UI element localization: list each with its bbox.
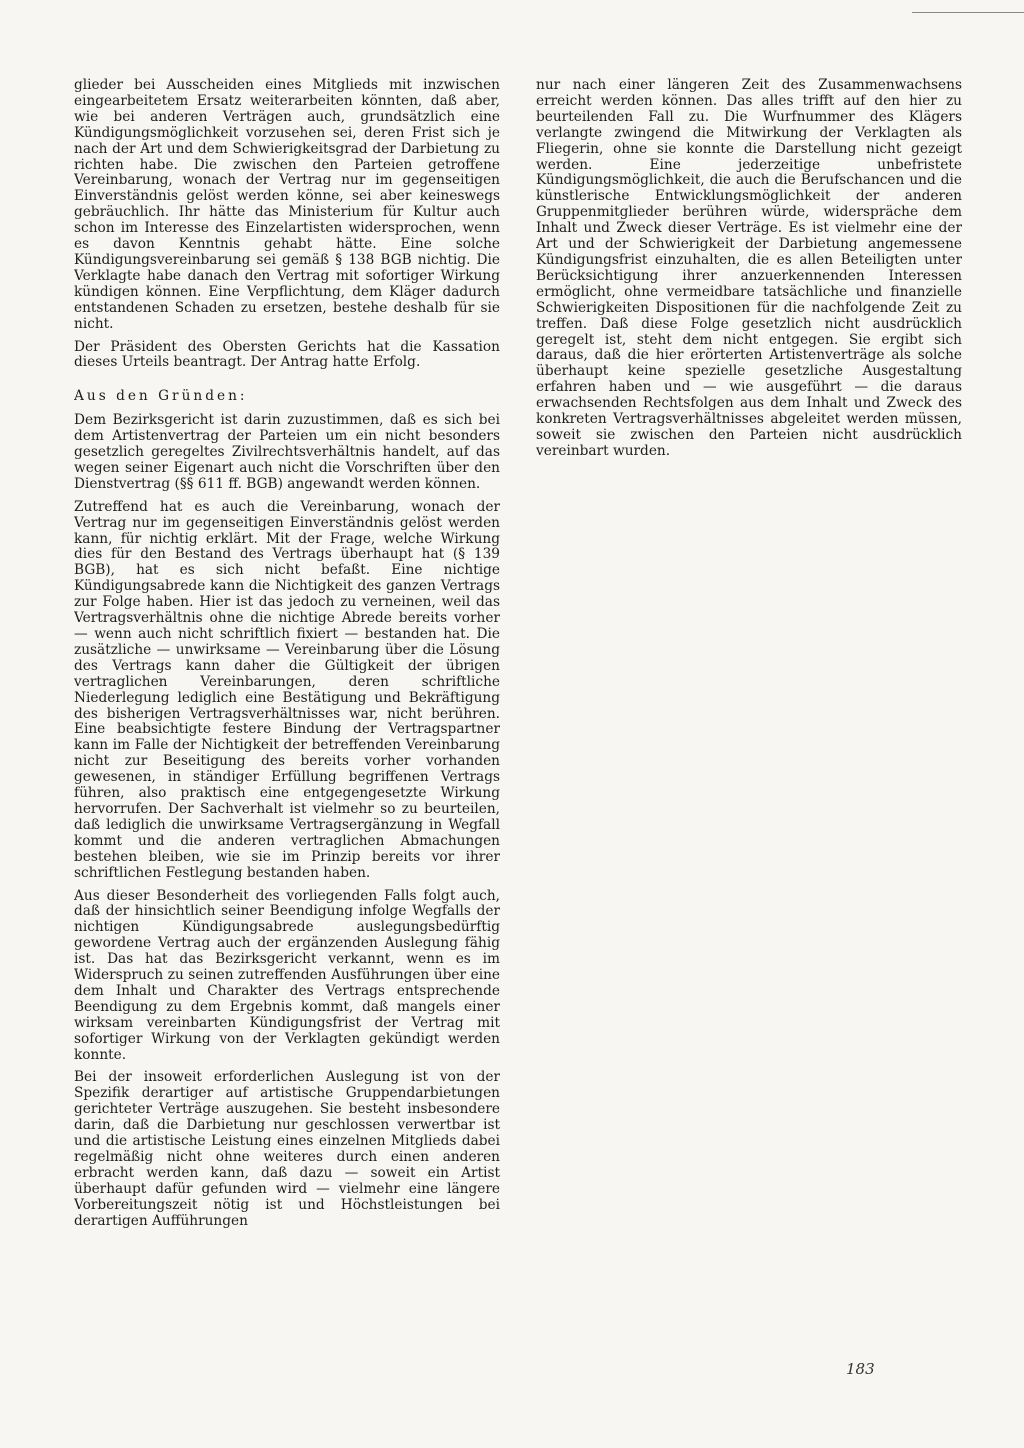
paragraph: Dem Bezirksgericht ist darin zuzustimmen, daß es sich bei dem Artistenvertrag der Parteien um ein nicht besonders gesetzlich geregeltes Zivilrechtsverhältnis handelt, auf das wegen seiner Eigenart auch nicht die Vorschriften über den Dienstvertrag (§§ 611 ff. BGB) angewandt werden können. (74, 412, 500, 492)
page-number: 183 (846, 1360, 875, 1378)
paragraph: Zutreffend hat es auch die Vereinbarung, wonach der Vertrag nur im gegenseitigen Einverständnis gelöst werden kann, für nichtig erklärt. Mit der Frage, welche Wirkung dies für den Bestand des Vertrags überhaupt hat (§ 139 BGB), hat es sich nicht befaßt. Eine nichtige Kündigungsabrede kann die Nichtigkeit des ganzen Vertrags zur Folge haben. Hier ist das jedoch zu verneinen, weil das Vertragsverhältnis ohne die nichtige Abrede bereits vorher — wenn auch nicht schriftlich fixiert — bestanden hat. Die zusätzliche — unwirksame — Vereinbarung über die Lösung des Vertrags kann daher die Gültigkeit der übrigen vertraglichen Vereinbarungen, deren schriftliche Niederlegung lediglich eine Bestätigung und Bekräftigung des bisherigen Vertragsverhältnisses war, nicht berühren. Eine beabsichtigte festere Bindung der Vertragspartner kann im Falle der Nichtigkeit der betreffenden Vereinbarung nicht zur Beseitigung des bereits vorher vorhanden gewesenen, in ständiger Erfüllung begriffenen Vertrags führen, also praktisch eine entgegengesetzte Wirkung hervorrufen. Der Sachverhalt ist vielmehr so zu beurteilen, daß lediglich die unwirksame Vertragsergänzung in Wegfall kommt und die anderen vertraglichen Abmachungen bestehen bleiben, wie sie im Prinzip bereits vor ihrer schriftlichen Festlegung bestanden haben. (74, 498, 500, 881)
paragraph: Aus dieser Besonderheit des vorliegenden Falls folgt auch, daß der hinsichtlich seiner Beendigung infolge Wegfalls der nichtigen Kündigungsabrede auslegungsbedürftig gewordene Vertrag auch der ergänzenden Auslegung fähig ist. Das hat das Bezirksgericht verkannt, wenn es im Widerspruch zu seinen zutreffenden Ausführungen über eine dem Inhalt und Charakter des Vertrags entsprechende Beendigung zu dem Ergebnis kommt, daß mangels einer wirksam vereinbarten Kündigungsfrist der Vertrag mit sofortiger Wirkung von der Verklagten gekündigt werden konnte. (74, 887, 500, 1063)
top-rule (912, 12, 1024, 13)
paragraph: glieder bei Ausscheiden eines Mitglieds mit inzwischen eingearbeitetem Ersatz weiterarbeiten könnten, daß aber, wie bei anderen Verträgen auch, grundsätzlich eine Kündigungsmöglichkeit vorzusehen sei, deren Frist sich je nach der Art und dem Schwierigkeitsgrad der Darbietung zu richten habe. Die zwischen den Parteien getroffene Vereinbarung, wonach der Vertrag nur im gegenseitigen Einverständnis gelöst werden könne, sei aber keineswegs gebräuchlich. Ihr hätte das Ministerium für Kultur auch schon im Interesse des Einzelartisten widersprochen, wenn es davon Kenntnis gehabt hätte. Eine solche Kündigungsvereinbarung sei gemäß § 138 BGB nichtig. Die Verklagte habe danach den Vertrag mit sofortiger Wirkung kündigen können. Eine Verpflichtung, dem Kläger dadurch entstandenen Schaden zu ersetzen, bestehe deshalb für sie nicht. (74, 78, 500, 332)
paragraph: Der Präsident des Obersten Gerichts hat die Kassation dieses Urteils beantragt. Der Antrag hatte Erfolg. (74, 338, 500, 371)
section-heading: Aus den Gründen: (74, 388, 248, 405)
right-column (536, 78, 962, 1408)
document-page (74, 78, 962, 1408)
left-column (74, 78, 500, 1408)
paragraph: nur nach einer längeren Zeit des Zusammenwachsens erreicht werden können. Das alles trifft auf den hier zu beurteilenden Fall zu. Die Wurfnummer des Klägers verlangte zwingend die Mitwirkung der Verklagten als Fliegerin, ohne sie konnte die Darstellung nicht gezeigt werden. Eine jederzeitige unbefristete Kündigungsmöglichkeit, die auch die Berufschancen und die künstlerische Entwicklungsmöglichkeit der anderen Gruppenmitglieder berühren würde, widerspräche dem Inhalt und Zweck dieser Verträge. Es ist vielmehr eine der Art und der Schwierigkeit der Darbietung angemessene Kündigungsfrist einzuhalten, die es allen Beteiligten unter Berücksichtigung ihrer anzuerkennenden Interessen ermöglicht, ohne vermeidbare tatsächliche und finanzielle Schwierigkeiten Dispositionen für die nachfolgende Zeit zu treffen. Daß diese Folge gesetzlich nicht ausdrücklich geregelt ist, steht dem nicht entgegen. Sie ergibt sich daraus, daß die hier erörterten Artistenverträge als solche überhaupt keine spezielle gesetzliche Ausgestaltung erfahren haben und — wie ausgeführt — die daraus erwachsenden Rechtsfolgen aus dem Inhalt und Zweck des konkreten Vertragsverhältnisses abgeleitet werden müssen, soweit sie zwischen den Parteien nicht ausdrücklich vereinbart wurden. (536, 78, 962, 459)
paragraph: Bei der insoweit erforderlichen Auslegung ist von der Spezifik derartiger auf artistische Gruppendarbietungen gerichteter Verträge auszugehen. Sie besteht insbesondere darin, daß die Darbietung nur geschlossen verwertbar ist und die artistische Leistung eines einzelnen Mitglieds dabei regelmäßig nicht ohne weiteres durch einen anderen erbracht werden kann, daß dazu — soweit ein Artist überhaupt dafür gefunden wird — vielmehr eine längere Vorbereitungszeit nötig ist und Höchstleistungen bei derartigen Aufführungen (74, 1069, 500, 1229)
